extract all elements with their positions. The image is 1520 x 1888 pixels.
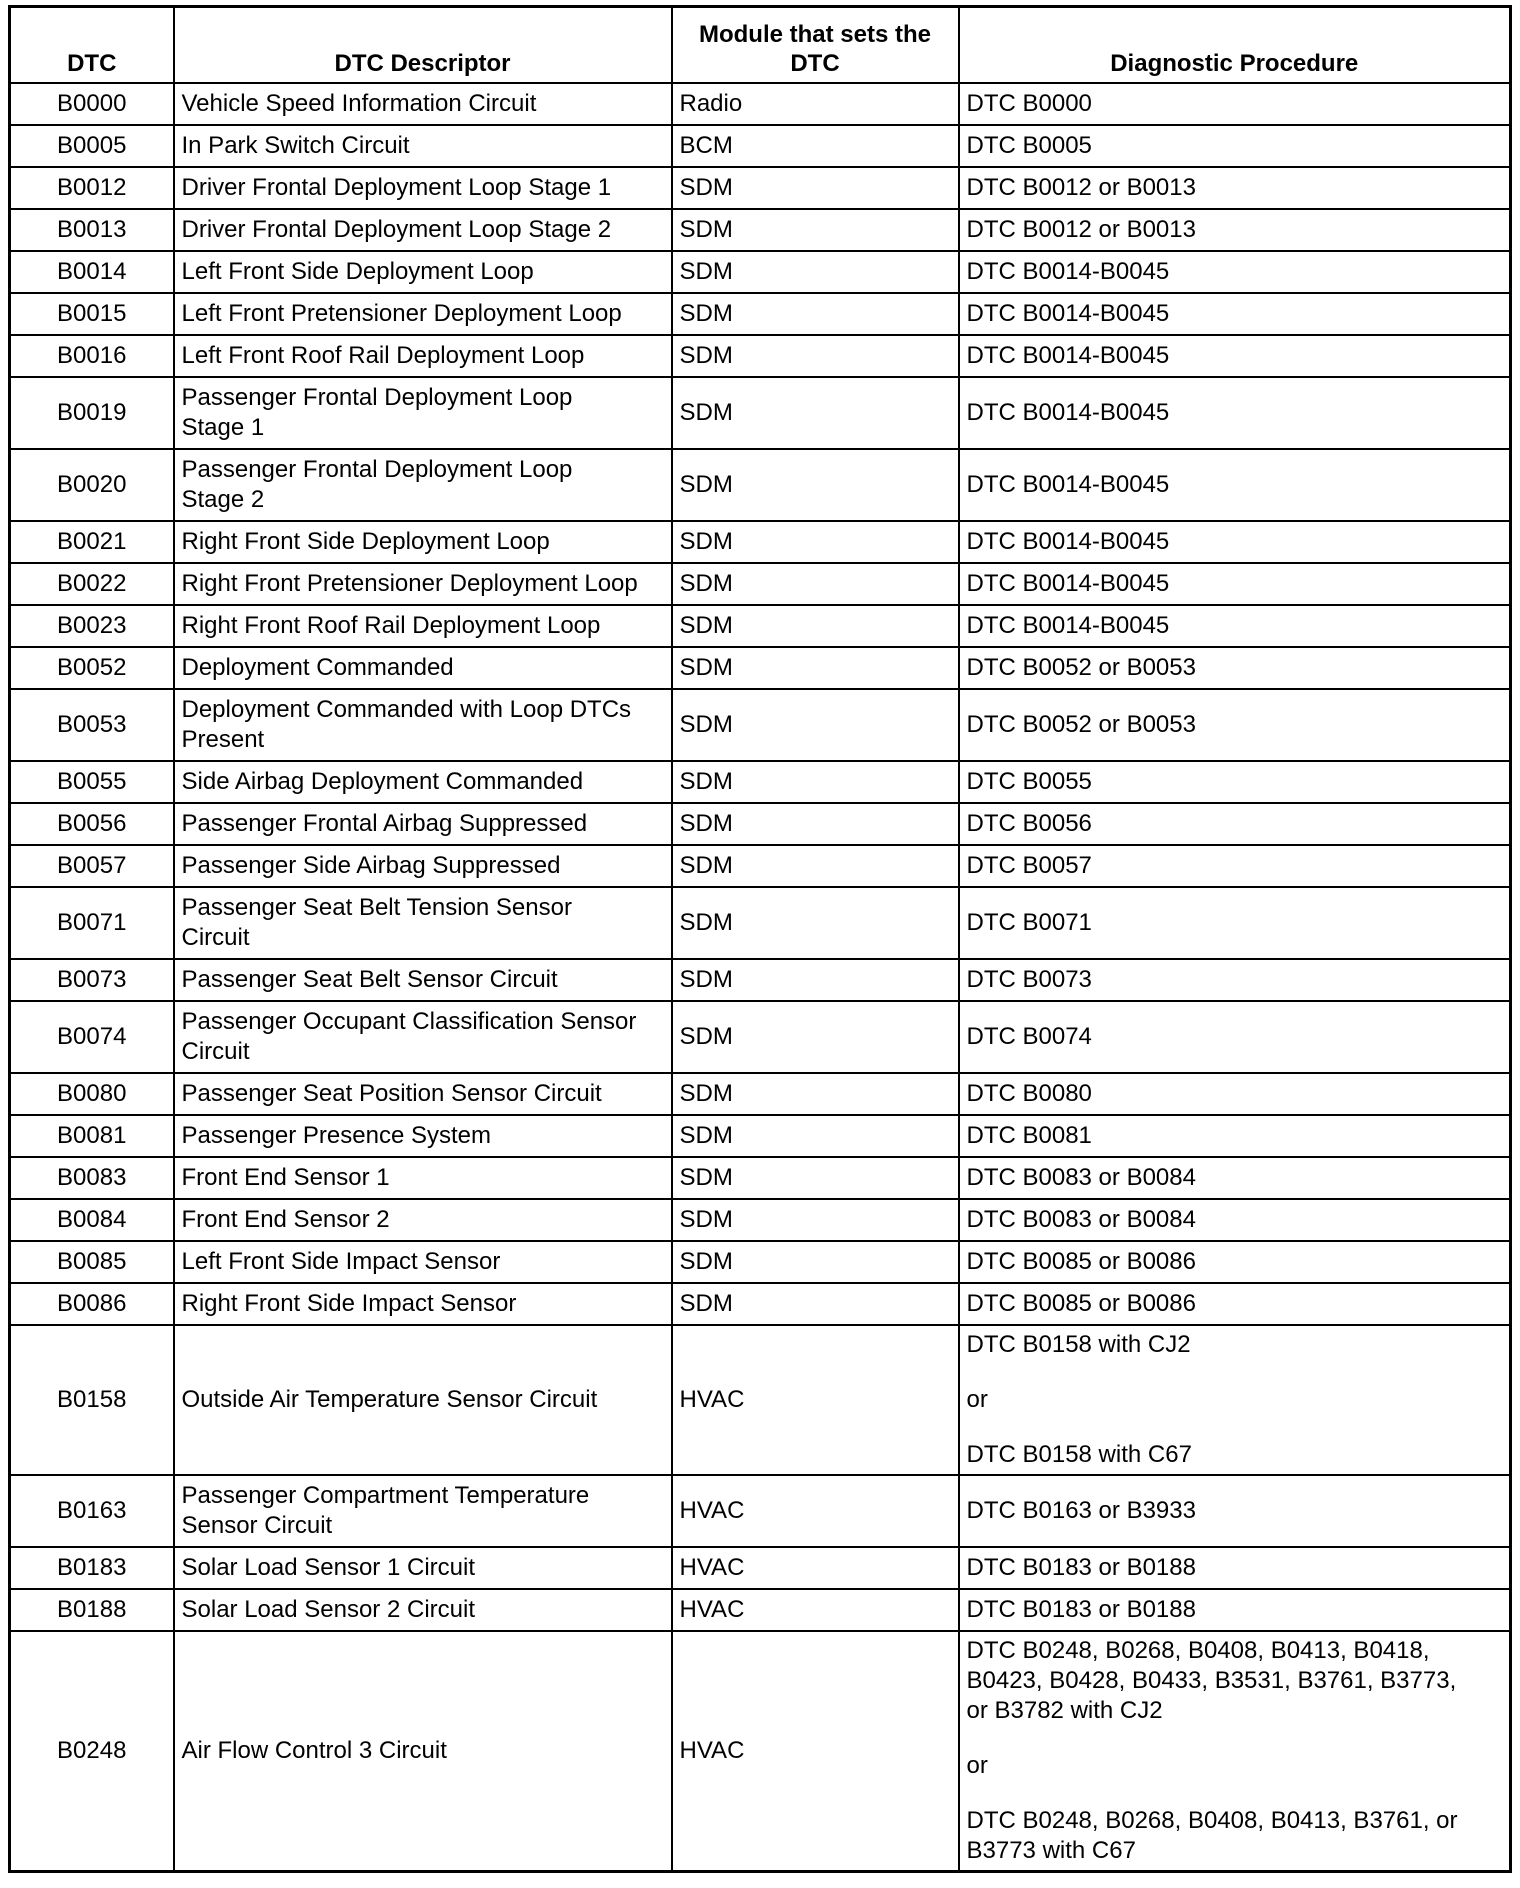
dtc-code-cell: B0053 (10, 689, 174, 761)
dtc-descriptor-cell (174, 1157, 672, 1199)
dtc-code-cell: B0056 (10, 803, 174, 845)
diagnostic-procedure-cell (959, 83, 1511, 125)
module-cell: SDM (672, 647, 959, 689)
module-cell: BCM (672, 125, 959, 167)
descriptor-line: Solar Load Sensor 1 Circuit (181, 1554, 475, 1581)
dtc-code-cell: B0023 (10, 605, 174, 647)
diagnostic-procedure-cell (959, 521, 1511, 563)
descriptor-line: Side Airbag Deployment Commanded (181, 768, 584, 795)
procedure-line: DTC B0183 or B0188 (966, 1554, 1196, 1581)
module-cell: SDM (672, 1283, 959, 1325)
table-row (10, 1283, 1511, 1325)
table-row (10, 125, 1511, 167)
dtc-code-cell: B0012 (10, 167, 174, 209)
table-row (10, 761, 1511, 803)
dtc-code-cell: B0000 (10, 83, 174, 125)
procedure-line: DTC B0074 (966, 1023, 1092, 1050)
diagnostic-procedure-cell (959, 1475, 1511, 1547)
descriptor-line: Passenger Side Airbag Suppressed (181, 852, 561, 879)
diagnostic-procedure-cell (959, 293, 1511, 335)
dtc-code-cell: B0074 (10, 1001, 174, 1073)
diagnostic-procedure-cell (959, 1001, 1511, 1073)
dtc-descriptor-cell (174, 209, 672, 251)
dtc-descriptor-cell (174, 335, 672, 377)
dtc-descriptor-cell (174, 1115, 672, 1157)
descriptor-line: Passenger Frontal Deployment Loop (181, 384, 573, 411)
module-cell: SDM (672, 293, 959, 335)
procedure-line: DTC B0005 (966, 132, 1092, 159)
descriptor-line: Passenger Presence System (181, 1122, 491, 1149)
module-cell: SDM (672, 251, 959, 293)
dtc-descriptor-cell (174, 1001, 672, 1073)
dtc-code-cell: B0163 (10, 1475, 174, 1547)
diagnostic-procedure-cell (959, 1157, 1511, 1199)
dtc-descriptor-cell (174, 605, 672, 647)
module-cell: SDM (672, 1115, 959, 1157)
diagnostic-procedure-cell (959, 1547, 1511, 1589)
table-row (10, 521, 1511, 563)
procedure-spacer (967, 1360, 1503, 1385)
procedure-line: DTC B0014-B0045 (966, 258, 1170, 285)
table-row (10, 887, 1511, 959)
procedure-line: DTC B0083 or B0084 (966, 1206, 1196, 1233)
dtc-descriptor-cell (174, 1631, 672, 1871)
descriptor-line: Outside Air Temperature Sensor Circuit (181, 1386, 598, 1413)
procedure-line: DTC B0014-B0045 (966, 471, 1170, 498)
dtc-descriptor-cell (174, 1283, 672, 1325)
header-diagnostic-procedure: Diagnostic Procedure (959, 7, 1511, 84)
module-cell: SDM (672, 761, 959, 803)
dtc-descriptor-cell (174, 1199, 672, 1241)
module-cell: SDM (672, 335, 959, 377)
diagnostic-procedure-cell (959, 1199, 1511, 1241)
procedure-line: DTC B0056 (966, 810, 1092, 837)
procedure-line: DTC B0085 or B0086 (966, 1248, 1196, 1275)
table-row (10, 335, 1511, 377)
diagnostic-procedure-cell (959, 1073, 1511, 1115)
dtc-code-cell: B0248 (10, 1631, 174, 1871)
dtc-code-cell: B0020 (10, 449, 174, 521)
dtc-descriptor-cell (174, 1325, 672, 1475)
procedure-spacer (967, 1726, 1503, 1751)
procedure-line: DTC B0052 or B0053 (966, 654, 1196, 681)
module-cell: HVAC (672, 1631, 959, 1871)
descriptor-line: Circuit (181, 924, 250, 951)
procedure-line: DTC B0081 (966, 1122, 1092, 1149)
procedure-line: DTC B0012 or B0013 (966, 216, 1196, 243)
procedure-line: DTC B0014-B0045 (966, 300, 1170, 327)
descriptor-line: Stage 2 (181, 486, 265, 513)
diagnostic-procedure-cell (959, 1589, 1511, 1631)
descriptor-line: Front End Sensor 2 (181, 1206, 390, 1233)
procedure-line: DTC B0083 or B0084 (966, 1164, 1196, 1191)
module-cell: SDM (672, 1199, 959, 1241)
descriptor-line: Passenger Seat Position Sensor Circuit (181, 1080, 602, 1107)
header-module-line: DTC (790, 50, 840, 77)
dtc-code-cell: B0021 (10, 521, 174, 563)
dtc-descriptor-cell (174, 125, 672, 167)
descriptor-line: Solar Load Sensor 2 Circuit (181, 1596, 475, 1623)
module-cell: SDM (672, 959, 959, 1001)
procedure-line: DTC B0012 or B0013 (966, 174, 1196, 201)
module-cell: HVAC (672, 1325, 959, 1475)
descriptor-line: Air Flow Control 3 Circuit (181, 1736, 447, 1764)
dtc-code-cell: B0073 (10, 959, 174, 1001)
dtc-descriptor-cell (174, 563, 672, 605)
module-cell: SDM (672, 689, 959, 761)
descriptor-line: Passenger Frontal Deployment Loop (181, 456, 573, 483)
dtc-code-cell: B0057 (10, 845, 174, 887)
dtc-code-cell: B0014 (10, 251, 174, 293)
procedure-line: DTC B0014-B0045 (966, 342, 1170, 369)
dtc-descriptor-cell (174, 845, 672, 887)
procedure-line: DTC B0052 or B0053 (966, 711, 1196, 738)
module-cell: SDM (672, 521, 959, 563)
dtc-descriptor-cell (174, 959, 672, 1001)
descriptor-line: Left Front Roof Rail Deployment Loop (181, 342, 585, 369)
dtc-descriptor-cell (174, 1475, 672, 1547)
module-cell: SDM (672, 449, 959, 521)
diagnostic-procedure-cell (959, 845, 1511, 887)
descriptor-line: Right Front Side Impact Sensor (181, 1290, 517, 1317)
procedure-line: DTC B0057 (966, 852, 1092, 879)
table-row (10, 1115, 1511, 1157)
table-row (10, 209, 1511, 251)
dtc-code-cell: B0019 (10, 377, 174, 449)
procedure-line: DTC B0158 with CJ2 (966, 1331, 1191, 1358)
table-row (10, 1589, 1511, 1631)
table-row (10, 83, 1511, 125)
procedure-line: DTC B0248, B0268, B0408, B0413, B3761, or (966, 1806, 1458, 1834)
table-row (10, 1547, 1511, 1589)
dtc-descriptor-cell (174, 1589, 672, 1631)
procedure-line: DTC B0000 (966, 90, 1092, 117)
descriptor-line: Right Front Roof Rail Deployment Loop (181, 612, 601, 639)
dtc-descriptor-cell (174, 1241, 672, 1283)
diagnostic-procedure-cell (959, 1241, 1511, 1283)
dtc-code-cell: B0158 (10, 1325, 174, 1475)
module-cell: SDM (672, 167, 959, 209)
diagnostic-procedure-cell (959, 605, 1511, 647)
table-row (10, 845, 1511, 887)
procedure-line: DTC B0158 with C67 (966, 1441, 1192, 1468)
module-cell: SDM (672, 887, 959, 959)
module-cell: SDM (672, 377, 959, 449)
procedure-line: DTC B0183 or B0188 (966, 1596, 1196, 1623)
dtc-code-cell: B0080 (10, 1073, 174, 1115)
dtc-code-cell: B0015 (10, 293, 174, 335)
descriptor-line: Left Front Side Impact Sensor (181, 1248, 501, 1275)
dtc-descriptor-cell (174, 1073, 672, 1115)
module-cell: Radio (672, 83, 959, 125)
descriptor-line: Deployment Commanded with Loop DTCs (181, 696, 632, 723)
module-cell: SDM (672, 1001, 959, 1073)
dtc-table (8, 5, 1512, 1873)
dtc-descriptor-cell (174, 689, 672, 761)
module-cell: SDM (672, 1073, 959, 1115)
descriptor-line: Left Front Pretensioner Deployment Loop (181, 300, 622, 327)
table-header-row (10, 7, 1511, 84)
table-row (10, 1475, 1511, 1547)
dtc-code-cell: B0022 (10, 563, 174, 605)
dtc-code-cell: B0183 (10, 1547, 174, 1589)
dtc-descriptor-cell (174, 167, 672, 209)
table-row (10, 1199, 1511, 1241)
module-cell: SDM (672, 845, 959, 887)
diagnostic-procedure-cell (959, 251, 1511, 293)
diagnostic-procedure-cell (959, 1283, 1511, 1325)
descriptor-line: Passenger Compartment Temperature (181, 1482, 590, 1509)
procedure-line: DTC B0073 (966, 966, 1092, 993)
table-row (10, 1001, 1511, 1073)
descriptor-line: Right Front Pretensioner Deployment Loop (181, 570, 638, 597)
dtc-descriptor-cell (174, 377, 672, 449)
table-row (10, 251, 1511, 293)
diagnostic-procedure-cell (959, 761, 1511, 803)
procedure-line: DTC B0163 or B3933 (966, 1497, 1196, 1524)
diagnostic-procedure-cell (959, 335, 1511, 377)
procedure-line: DTC B0085 or B0086 (966, 1290, 1196, 1317)
dtc-code-cell: B0188 (10, 1589, 174, 1631)
module-cell: SDM (672, 209, 959, 251)
diagnostic-procedure-cell (959, 167, 1511, 209)
procedure-line: or B3782 with CJ2 (966, 1696, 1163, 1724)
dtc-code-cell: B0013 (10, 209, 174, 251)
table-row (10, 1073, 1511, 1115)
diagnostic-procedure-cell (959, 1115, 1511, 1157)
module-cell: HVAC (672, 1547, 959, 1589)
dtc-descriptor-cell (174, 887, 672, 959)
descriptor-line: Passenger Seat Belt Sensor Circuit (181, 966, 558, 993)
descriptor-line: Right Front Side Deployment Loop (181, 528, 550, 555)
diagnostic-procedure-cell (959, 689, 1511, 761)
descriptor-line: Stage 1 (181, 414, 265, 441)
dtc-code-cell: B0085 (10, 1241, 174, 1283)
table-row (10, 647, 1511, 689)
procedure-line: or (966, 1386, 988, 1413)
table-row (10, 605, 1511, 647)
table-row (10, 167, 1511, 209)
dtc-code-cell: B0052 (10, 647, 174, 689)
module-cell: SDM (672, 1241, 959, 1283)
diagnostic-procedure-cell (959, 377, 1511, 449)
dtc-descriptor-cell (174, 803, 672, 845)
module-cell: SDM (672, 803, 959, 845)
descriptor-line: Left Front Side Deployment Loop (181, 258, 534, 285)
table-row (10, 959, 1511, 1001)
procedure-line: DTC B0248, B0268, B0408, B0413, B0418, (966, 1636, 1430, 1664)
dtc-code-cell: B0071 (10, 887, 174, 959)
descriptor-line: Driver Frontal Deployment Loop Stage 1 (181, 174, 612, 201)
module-cell: HVAC (672, 1475, 959, 1547)
dtc-descriptor-cell (174, 761, 672, 803)
procedure-line: DTC B0080 (966, 1080, 1092, 1107)
diagnostic-procedure-cell (959, 563, 1511, 605)
header-module (672, 7, 959, 84)
descriptor-line: Passenger Occupant Classification Sensor (181, 1008, 637, 1035)
descriptor-line: Vehicle Speed Information Circuit (181, 90, 537, 117)
table-row (10, 293, 1511, 335)
dtc-descriptor-cell (174, 83, 672, 125)
table-row (10, 1325, 1511, 1475)
procedure-spacer (967, 1781, 1503, 1806)
descriptor-line: Present (181, 726, 265, 753)
module-cell: SDM (672, 1157, 959, 1199)
module-cell: SDM (672, 563, 959, 605)
header-dtc-descriptor: DTC Descriptor (174, 7, 672, 84)
table-body (10, 83, 1511, 1871)
dtc-descriptor-cell (174, 1547, 672, 1589)
diagnostic-procedure-cell (959, 1325, 1511, 1475)
module-cell: SDM (672, 605, 959, 647)
table-row (10, 449, 1511, 521)
procedure-line: DTC B0071 (966, 909, 1092, 936)
table-row (10, 803, 1511, 845)
diagnostic-procedure-cell (959, 449, 1511, 521)
descriptor-line: In Park Switch Circuit (181, 132, 410, 159)
header-dtc: DTC (10, 7, 174, 84)
dtc-code-cell: B0086 (10, 1283, 174, 1325)
procedure-line: DTC B0014-B0045 (966, 570, 1170, 597)
document-page (8, 5, 1509, 1873)
procedure-line: DTC B0014-B0045 (966, 399, 1170, 426)
module-cell: HVAC (672, 1589, 959, 1631)
descriptor-line: Front End Sensor 1 (181, 1164, 390, 1191)
procedure-line: B0423, B0428, B0433, B3531, B3761, B3773, (966, 1666, 1457, 1694)
dtc-code-cell: B0016 (10, 335, 174, 377)
dtc-code-cell: B0081 (10, 1115, 174, 1157)
descriptor-line: Passenger Frontal Airbag Suppressed (181, 810, 588, 837)
table-row (10, 1157, 1511, 1199)
dtc-descriptor-cell (174, 449, 672, 521)
procedure-line: DTC B0055 (966, 768, 1092, 795)
procedure-spacer (967, 1415, 1503, 1440)
table-row (10, 563, 1511, 605)
dtc-code-cell: B0084 (10, 1199, 174, 1241)
dtc-code-cell: B0005 (10, 125, 174, 167)
descriptor-line: Driver Frontal Deployment Loop Stage 2 (181, 216, 612, 243)
dtc-code-cell: B0055 (10, 761, 174, 803)
diagnostic-procedure-cell (959, 959, 1511, 1001)
diagnostic-procedure-cell (959, 209, 1511, 251)
diagnostic-procedure-cell (959, 1631, 1511, 1871)
descriptor-line: Circuit (181, 1038, 250, 1065)
descriptor-line: Deployment Commanded (181, 654, 454, 681)
table-row (10, 1241, 1511, 1283)
diagnostic-procedure-cell (959, 803, 1511, 845)
dtc-code-cell: B0083 (10, 1157, 174, 1199)
diagnostic-procedure-cell (959, 647, 1511, 689)
dtc-descriptor-cell (174, 647, 672, 689)
dtc-descriptor-cell (174, 521, 672, 563)
diagnostic-procedure-cell (959, 125, 1511, 167)
dtc-descriptor-cell (174, 293, 672, 335)
diagnostic-procedure-cell (959, 887, 1511, 959)
table-row (10, 689, 1511, 761)
procedure-line: DTC B0014-B0045 (966, 612, 1170, 639)
table-row (10, 1631, 1511, 1871)
procedure-line: B3773 with C67 (966, 1836, 1136, 1864)
dtc-descriptor-cell (174, 251, 672, 293)
procedure-line: or (966, 1751, 988, 1779)
procedure-line: DTC B0014-B0045 (966, 528, 1170, 555)
table-row (10, 377, 1511, 449)
descriptor-line: Passenger Seat Belt Tension Sensor (181, 894, 572, 921)
descriptor-line: Sensor Circuit (181, 1512, 333, 1539)
header-module-line: Module that sets the (698, 21, 932, 48)
